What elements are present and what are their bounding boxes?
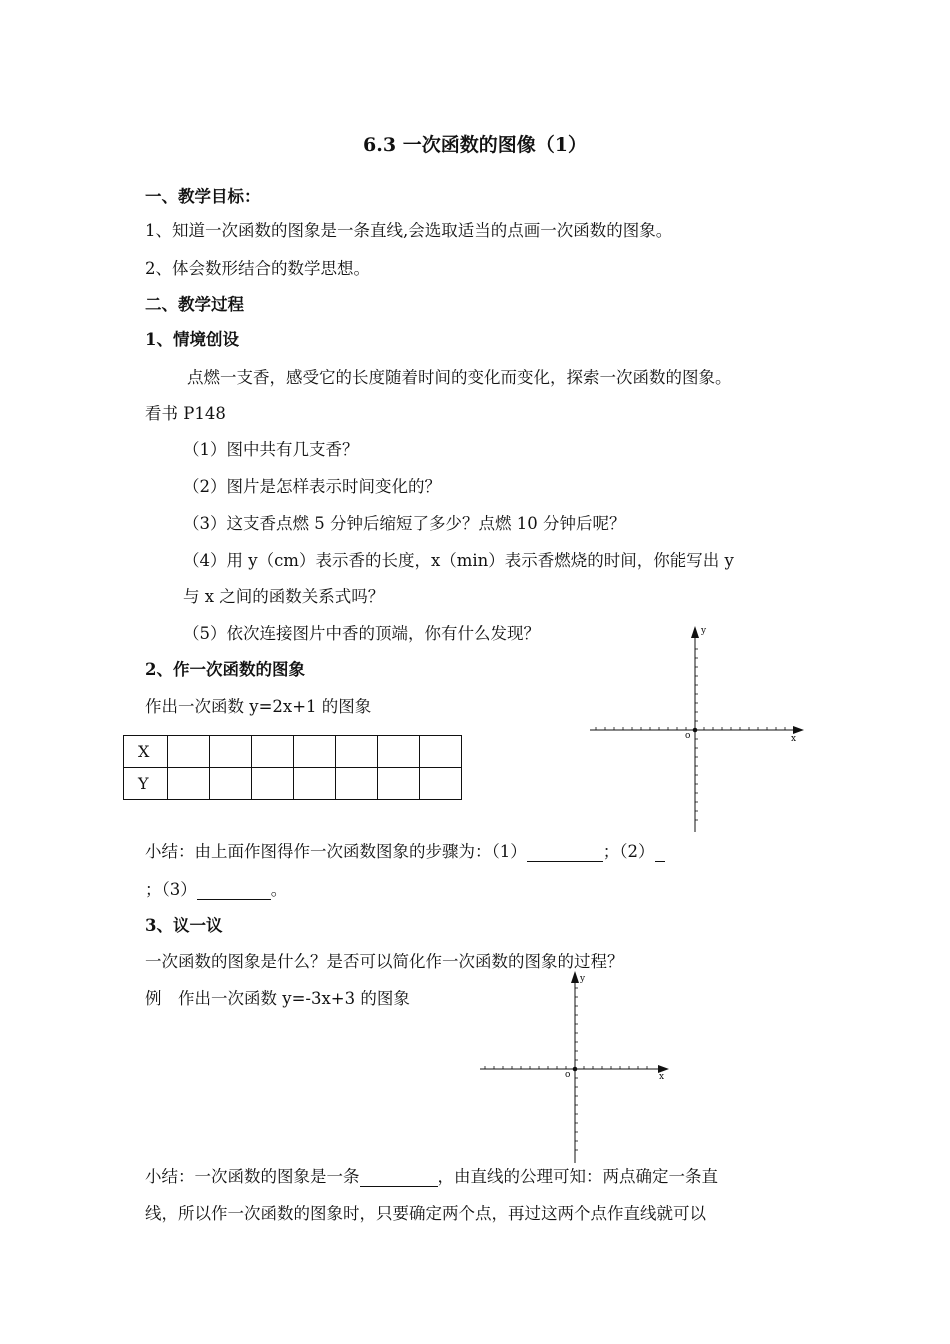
table-cell[interactable] [378, 768, 420, 800]
table-cell[interactable] [252, 736, 294, 768]
goal-item-2: 2、体会数形结合的数学思想。 [145, 259, 370, 278]
line-type-blank[interactable] [360, 1167, 438, 1187]
page-title: 6.3 一次函数的图像（1） [363, 134, 587, 156]
question-2: （2）图片是怎样表示时间变化的？ [183, 477, 441, 496]
process-heading: 二、教学过程 [145, 295, 244, 314]
scenario-heading: 1、情境创设 [145, 330, 239, 349]
table-cell[interactable] [294, 736, 336, 768]
discuss-heading: 3、议一议 [145, 916, 223, 935]
question-1: （1）图中共有几支香？ [183, 440, 359, 459]
table-header-y: Y [124, 768, 168, 800]
table-cell[interactable] [336, 768, 378, 800]
scenario-intro-line1: 点燃一支香，感受它的长度随着时间的变化而变化，探索一次函数的图象。 [187, 368, 732, 387]
table-row [124, 736, 462, 768]
draw-heading: 2、作一次函数的图象 [145, 660, 305, 679]
question-3: （3）这支香点燃 5 分钟后缩短了多少？点燃 10 分钟后呢？ [183, 514, 626, 533]
coordinate-axes-1 [585, 620, 810, 840]
question-4: （4）用 y（cm）表示香的长度，x（min）表示香燃烧的时间，你能写出 y [183, 551, 734, 570]
table-cell[interactable] [378, 736, 420, 768]
table-cell[interactable] [210, 736, 252, 768]
origin-point [693, 728, 698, 733]
draw-task: 作出一次函数 y=2x+1 的图象 [145, 697, 372, 716]
step3-label: （3） [161, 880, 197, 899]
origin-label: o [565, 1070, 571, 1080]
origin-point [573, 1067, 578, 1072]
question-5: （5）依次连接图片中香的顶端，你有什么发现？ [183, 624, 540, 643]
coordinate-axes-2 [475, 965, 675, 1170]
table-cell[interactable] [420, 736, 462, 768]
draw-summary [145, 838, 665, 862]
table-cell[interactable] [294, 768, 336, 800]
discuss-summary-suffix: ，由直线的公理可知：两点确定一条直 [437, 1167, 718, 1186]
y-axis-label: y [701, 626, 707, 636]
summary-period: 。 [270, 880, 288, 899]
discuss-summary-line2: 线，所以作一次函数的图象时，只要确定两个点，再过这两个点作直线就可以 [145, 1204, 706, 1223]
table-cell[interactable] [168, 736, 210, 768]
step1-label: （1） [491, 842, 527, 861]
step2-blank[interactable] [655, 842, 665, 862]
semicolon-2: ； [145, 880, 162, 899]
draw-summary-prefix: 小结：由上面作图得作一次函数图象的步骤为： [145, 842, 492, 861]
table-cell[interactable] [420, 768, 462, 800]
table-cell[interactable] [336, 736, 378, 768]
goals-heading: 一、教学目标： [145, 187, 261, 206]
table-header-x: X [124, 736, 168, 768]
discuss-question: 一次函数的图象是什么？是否可以简化作一次函数的图象的过程？ [145, 952, 624, 971]
scenario-intro-line2: 看书 P148 [145, 404, 226, 423]
x-axis-label: x [791, 734, 797, 744]
table-cell[interactable] [210, 768, 252, 800]
value-table [123, 735, 462, 800]
table-cell[interactable] [168, 768, 210, 800]
x-axis-label: x [659, 1072, 665, 1082]
discuss-summary-prefix: 小结：一次函数的图象是一条 [145, 1167, 360, 1186]
origin-label: o [685, 731, 691, 741]
discuss-summary [145, 1163, 718, 1187]
example-task: 例 作出一次函数 y=-3x+3 的图象 [145, 989, 410, 1008]
step1-blank[interactable] [527, 842, 603, 862]
goal-item-1: 1、知道一次函数的图象是一条直线,会选取适当的点画一次函数的图象。 [145, 221, 673, 240]
step3-blank[interactable] [197, 880, 271, 900]
semicolon-1: ； [602, 842, 620, 861]
step2-label: （2） [619, 842, 655, 861]
table-cell[interactable] [252, 768, 294, 800]
y-axis-label: y [580, 974, 586, 984]
question-4-cont: 与 x 之间的函数关系式吗？ [183, 587, 385, 606]
table-row [124, 768, 462, 800]
draw-summary-line2 [145, 876, 287, 900]
